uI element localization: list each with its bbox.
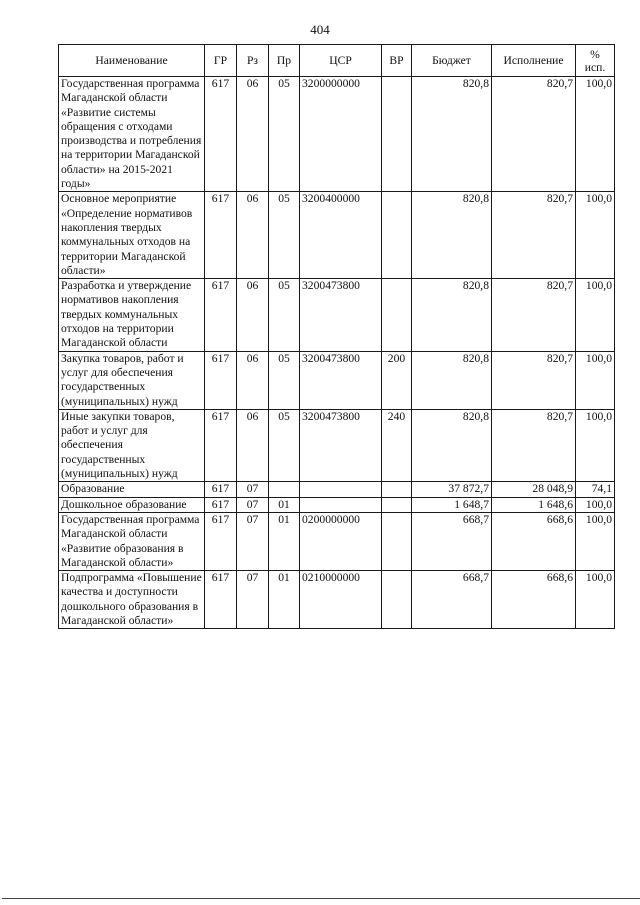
cell-gr: 617 — [205, 192, 237, 279]
cell-pr — [269, 482, 300, 497]
cell-rz: 07 — [237, 571, 269, 629]
cell-budget: 820,8 — [412, 351, 492, 409]
cell-pr: 01 — [269, 497, 300, 512]
cell-execution: 820,7 — [492, 351, 576, 409]
cell-name: Закупка товаров, работ и услуг для обеспечения государственных (муниципальных) нужд — [59, 351, 205, 409]
cell-execution: 668,6 — [492, 571, 576, 629]
cell-pr: 05 — [269, 409, 300, 481]
cell-budget: 820,8 — [412, 77, 492, 192]
cell-vr — [382, 279, 412, 351]
cell-gr: 617 — [205, 279, 237, 351]
cell-csr — [300, 497, 382, 512]
cell-name: Основное мероприятие «Определение нормативов накопления твердых коммунальных отходов на территории Магаданской области» — [59, 192, 205, 279]
cell-name: Подпрограмма «Повышение качества и доступности дошкольного образования в Магаданской области» — [59, 571, 205, 629]
header-rz: Рз — [237, 45, 269, 77]
header-pr: Пр — [269, 45, 300, 77]
cell-gr: 617 — [205, 512, 237, 570]
cell-rz: 06 — [237, 77, 269, 192]
cell-budget: 820,8 — [412, 192, 492, 279]
cell-execution: 820,7 — [492, 77, 576, 192]
cell-budget: 37 872,7 — [412, 482, 492, 497]
cell-csr — [300, 482, 382, 497]
table-row — [59, 351, 615, 409]
cell-percent: 100,0 — [576, 497, 615, 512]
cell-percent: 100,0 — [576, 192, 615, 279]
cell-csr: 3200473800 — [300, 409, 382, 481]
table-row — [59, 497, 615, 512]
cell-csr: 3200473800 — [300, 279, 382, 351]
cell-execution: 668,6 — [492, 512, 576, 570]
page-bottom-rule — [2, 898, 640, 899]
header-gr: ГР — [205, 45, 237, 77]
table-row — [59, 77, 615, 192]
cell-rz: 07 — [237, 482, 269, 497]
table-row — [59, 571, 615, 629]
cell-name: Образование — [59, 482, 205, 497]
cell-vr — [382, 497, 412, 512]
cell-percent: 100,0 — [576, 409, 615, 481]
cell-percent: 100,0 — [576, 279, 615, 351]
cell-execution: 820,7 — [492, 192, 576, 279]
cell-csr: 0210000000 — [300, 571, 382, 629]
table-row — [59, 409, 615, 481]
cell-name: Дошкольное образование — [59, 497, 205, 512]
cell-name: Иные закупки товаров, работ и услуг для обеспечения государственных (муниципальных) нужд — [59, 409, 205, 481]
cell-budget: 820,8 — [412, 279, 492, 351]
cell-name: Государственная программа Магаданской области «Развитие системы обращения с отходами производства и потребления на территории Магаданской области» на 2015-2021 годы» — [59, 77, 205, 192]
cell-vr — [382, 512, 412, 570]
table-row — [59, 192, 615, 279]
cell-execution: 820,7 — [492, 409, 576, 481]
cell-rz: 06 — [237, 409, 269, 481]
budget-execution-table — [58, 44, 615, 629]
header-vr: ВР — [382, 45, 412, 77]
table-header-row — [59, 45, 615, 77]
header-budget: Бюджет — [412, 45, 492, 77]
cell-gr: 617 — [205, 497, 237, 512]
cell-budget: 668,7 — [412, 512, 492, 570]
cell-vr — [382, 77, 412, 192]
cell-csr: 0200000000 — [300, 512, 382, 570]
cell-vr: 240 — [382, 409, 412, 481]
cell-name: Государственная программа Магаданской области «Развитие образования в Магаданской области» — [59, 512, 205, 570]
cell-rz: 06 — [237, 351, 269, 409]
cell-vr: 200 — [382, 351, 412, 409]
cell-gr: 617 — [205, 409, 237, 481]
page-number: 404 — [310, 22, 330, 37]
cell-pr: 05 — [269, 192, 300, 279]
cell-vr — [382, 571, 412, 629]
cell-rz: 06 — [237, 192, 269, 279]
cell-vr — [382, 482, 412, 497]
cell-execution: 1 648,6 — [492, 497, 576, 512]
cell-gr: 617 — [205, 351, 237, 409]
cell-pr: 05 — [269, 279, 300, 351]
cell-budget: 1 648,7 — [412, 497, 492, 512]
cell-gr: 617 — [205, 482, 237, 497]
cell-percent: 100,0 — [576, 571, 615, 629]
cell-gr: 617 — [205, 571, 237, 629]
cell-vr — [382, 192, 412, 279]
cell-pr: 01 — [269, 571, 300, 629]
cell-csr: 3200000000 — [300, 77, 382, 192]
header-percent: % исп. — [576, 45, 615, 77]
cell-execution: 820,7 — [492, 279, 576, 351]
cell-pr: 05 — [269, 77, 300, 192]
cell-pr: 01 — [269, 512, 300, 570]
cell-gr: 617 — [205, 77, 237, 192]
cell-budget: 820,8 — [412, 409, 492, 481]
table-row — [59, 512, 615, 570]
table-row — [59, 482, 615, 497]
table-row — [59, 279, 615, 351]
cell-percent: 100,0 — [576, 77, 615, 192]
cell-percent: 100,0 — [576, 512, 615, 570]
cell-percent: 100,0 — [576, 351, 615, 409]
cell-percent: 74,1 — [576, 482, 615, 497]
cell-csr: 3200400000 — [300, 192, 382, 279]
cell-pr: 05 — [269, 351, 300, 409]
cell-rz: 07 — [237, 512, 269, 570]
header-name: Наименование — [59, 45, 205, 77]
cell-csr: 3200473800 — [300, 351, 382, 409]
header-execution: Исполнение — [492, 45, 576, 77]
cell-execution: 28 048,9 — [492, 482, 576, 497]
cell-rz: 07 — [237, 497, 269, 512]
cell-name: Разработка и утверждение нормативов накопления твердых коммунальных отходов на территории Магаданской области — [59, 279, 205, 351]
cell-rz: 06 — [237, 279, 269, 351]
header-csr: ЦСР — [300, 45, 382, 77]
cell-budget: 668,7 — [412, 571, 492, 629]
